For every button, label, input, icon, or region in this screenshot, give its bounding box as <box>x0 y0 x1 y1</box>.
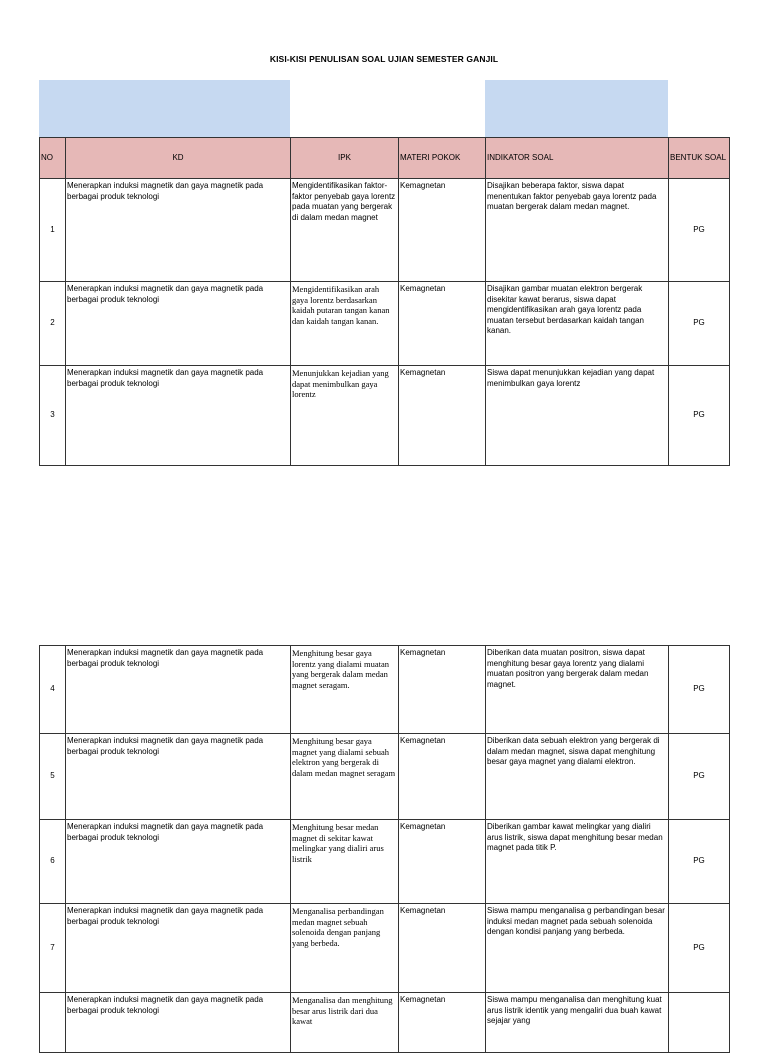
row-bentuk: PG <box>669 179 730 282</box>
row-indikator: Diberikan gambar kawat melingkar yang dialiri arus listrik, siswa dapat menghitung besar medan magnet pada titik P. <box>486 820 669 904</box>
row-no: 7 <box>40 904 66 993</box>
row-ipk: Menunjukkan kejadian yang dapat menimbulkan gaya lorentz <box>291 366 399 466</box>
row-kd: Menerapkan induksi magnetik dan gaya magnetik pada berbagai produk teknologi <box>66 179 291 282</box>
info-box-left <box>39 80 290 137</box>
row-kd: Menerapkan induksi magnetik dan gaya magnetik pada berbagai produk teknologi <box>66 734 291 820</box>
table-row <box>40 366 730 466</box>
table-header-row <box>40 138 730 179</box>
kisi-kisi-table-top <box>39 137 730 466</box>
table-row <box>40 179 730 282</box>
row-materi: Kemagnetan <box>399 646 486 734</box>
header-kd: KD <box>66 138 291 179</box>
header-bentuk-soal: BENTUK SOAL <box>669 138 730 179</box>
row-indikator: Diberikan data sebuah elektron yang bergerak di dalam medan magnet, siswa dapat menghitung besar gaya magnet yang dialami elektron. <box>486 734 669 820</box>
table-row <box>40 734 730 820</box>
info-box-right <box>485 80 668 137</box>
row-kd: Menerapkan induksi magnetik dan gaya magnetik pada berbagai produk teknologi <box>66 282 291 366</box>
row-indikator: Siswa dapat menunjukkan kejadian yang dapat menimbulkan gaya lorentz <box>486 366 669 466</box>
row-indikator: Siswa mampu menganalisa g perbandingan besar induksi medan magnet pada sebuah solenoida dengan kondisi panjang yang berbeda. <box>486 904 669 993</box>
row-ipk: Menganalisa dan menghitung besar arus listrik dari dua kawat <box>291 993 399 1053</box>
row-ipk: Menganalisa perbandingan medan magnet sebuah solenoida dengan panjang yang berbeda. <box>291 904 399 993</box>
table-row <box>40 282 730 366</box>
row-bentuk: PG <box>669 820 730 904</box>
row-bentuk: PG <box>669 282 730 366</box>
row-kd: Menerapkan induksi magnetik dan gaya magnetik pada berbagai produk teknologi <box>66 904 291 993</box>
row-ipk: Menghitung besar gaya lorentz yang dialami muatan yang bergerak dalam medan magnet seragam. <box>291 646 399 734</box>
row-indikator: Disajikan gambar muatan elektron bergerak disekitar kawat berarus, siswa dapat mengidentifikasikan arah gaya lorentz pada muatan tersebut berdasarkan kaidah tangan kanan. <box>486 282 669 366</box>
row-materi: Kemagnetan <box>399 993 486 1053</box>
row-kd: Menerapkan induksi magnetik dan gaya magnetik pada berbagai produk teknologi <box>66 646 291 734</box>
row-indikator: Disajikan beberapa faktor, siswa dapat menentukan faktor penyebab gaya lorentz pada muatan bergerak dalam medan magnet. <box>486 179 669 282</box>
row-no: 1 <box>40 179 66 282</box>
row-materi: Kemagnetan <box>399 366 486 466</box>
row-no: 2 <box>40 282 66 366</box>
row-no <box>40 993 66 1053</box>
row-indikator: Siswa mampu menganalisa dan menghitung kuat arus listrik identik yang mengaliri dua buah kawat sejajar yang <box>486 993 669 1053</box>
table-row <box>40 646 730 734</box>
row-kd: Menerapkan induksi magnetik dan gaya magnetik pada berbagai produk teknologi <box>66 993 291 1053</box>
table-row <box>40 904 730 993</box>
row-no: 4 <box>40 646 66 734</box>
row-ipk: Mengidentifikasikan arah gaya lorentz berdasarkan kaidah putaran tangan kanan dan kaidah tangan kanan. <box>291 282 399 366</box>
row-ipk: Menghitung besar gaya magnet yang dialami sebuah elektron yang bergerak di dalam medan magnet seragam <box>291 734 399 820</box>
row-kd: Menerapkan induksi magnetik dan gaya magnetik pada berbagai produk teknologi <box>66 820 291 904</box>
row-indikator: Diberikan data muatan positron, siswa dapat menghitung besar gaya lorentz yang dialami muatan positron yang bergerak dalam medan magnet. <box>486 646 669 734</box>
row-bentuk: PG <box>669 734 730 820</box>
header-materi-pokok: MATERI POKOK <box>399 138 486 179</box>
row-no: 3 <box>40 366 66 466</box>
row-materi: Kemagnetan <box>399 179 486 282</box>
row-kd: Menerapkan induksi magnetik dan gaya magnetik pada berbagai produk teknologi <box>66 366 291 466</box>
header-indikator-soal: INDIKATOR SOAL <box>486 138 669 179</box>
row-no: 5 <box>40 734 66 820</box>
row-bentuk: PG <box>669 904 730 993</box>
header-ipk: IPK <box>291 138 399 179</box>
row-bentuk <box>669 993 730 1053</box>
row-materi: Kemagnetan <box>399 282 486 366</box>
table-row <box>40 993 730 1053</box>
row-materi: Kemagnetan <box>399 820 486 904</box>
row-materi: Kemagnetan <box>399 734 486 820</box>
row-ipk: Menghitung besar medan magnet di sekitar kawat melingkar yang dialiri arus listrik <box>291 820 399 904</box>
row-materi: Kemagnetan <box>399 904 486 993</box>
table-row <box>40 820 730 904</box>
header-no: NO <box>40 138 66 179</box>
row-ipk: Mengidentifikasikan faktor-faktor penyebab gaya lorentz pada muatan yang bergerak di dalam medan magnet <box>291 179 399 282</box>
row-bentuk: PG <box>669 366 730 466</box>
row-bentuk: PG <box>669 646 730 734</box>
row-no: 6 <box>40 820 66 904</box>
document-title: KISI-KISI PENULISAN SOAL UJIAN SEMESTER GANJIL <box>269 54 499 64</box>
kisi-kisi-table-bottom <box>39 645 730 1053</box>
